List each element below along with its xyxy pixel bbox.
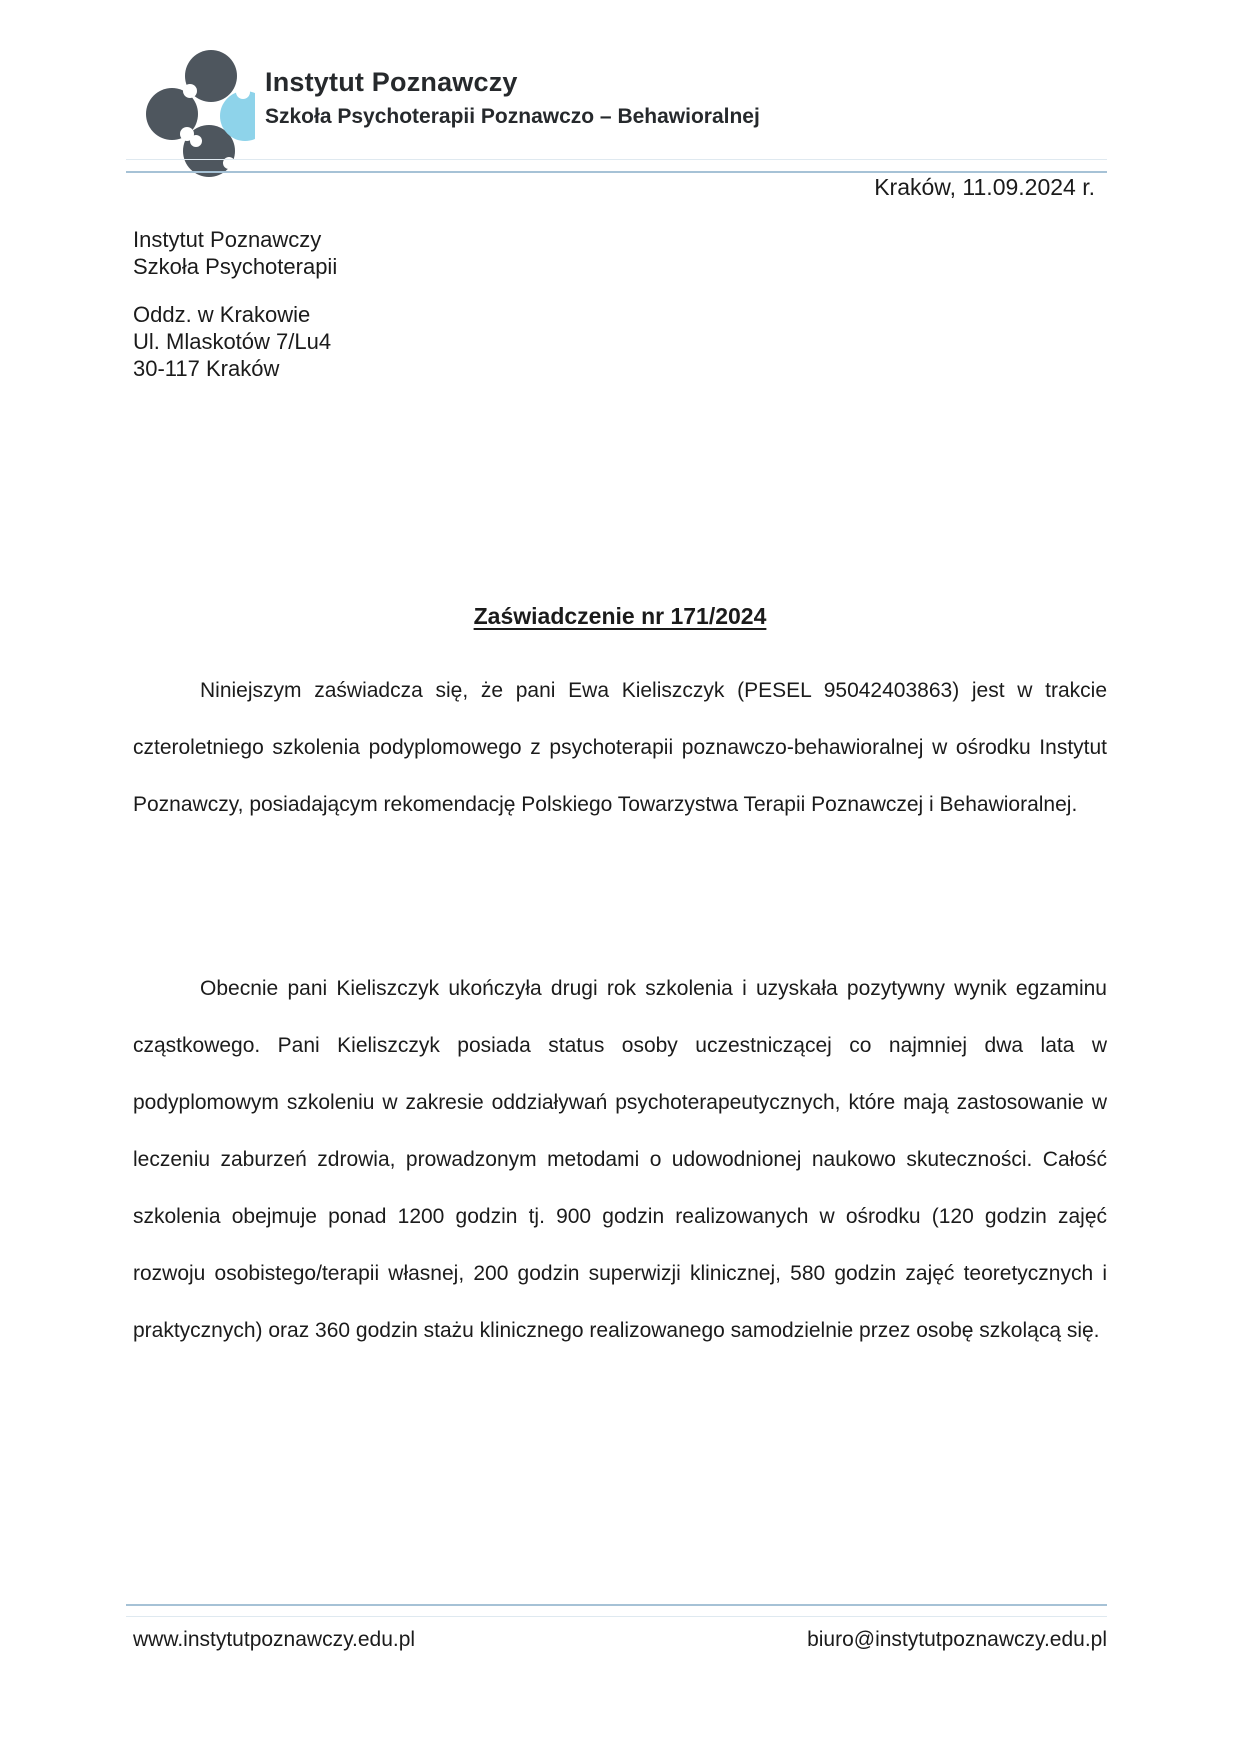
header-divider: [126, 171, 1107, 173]
institute-name: Instytut Poznawczy: [265, 67, 518, 97]
address-block: [133, 226, 337, 382]
institute-subtitle: Szkoła Psychoterapii Poznawczo – Behawioralnej: [265, 105, 760, 128]
footer-email: biuro@instytutpoznawczy.edu.pl: [807, 1628, 1107, 1651]
footer: [133, 1628, 1107, 1652]
paragraph-training-details: Obecnie pani Kieliszczyk ukończyła drugi rok szkolenia i uzyskała pozytywny wynik egzaminu cząstkowego. Pani Kieliszczyk posiada status osoby uczestniczącej co najmniej dwa lata w podyplomowym szkoleniu w zakresie oddziaływań psychoterapeutycznych, które mają zastosowanie w leczeniu zaburzeń zdrowia, prowadzonym metodami o udowodnionej naukowo skuteczności. Całość szkolenia obejmuje ponad 1200 godzin tj. 900 godzin realizowanych w ośrodku (120 godzin zajęć rozwoju osobistego/terapii własnej, 200 godzin superwizji klinicznej, 580 godzin zajęć teoretycznych i praktycznych) oraz 360 godzin stażu klinicznego realizowanego samodzielnie przez osobę szkolącą się.: [133, 977, 1107, 1342]
address-line: Ul. Mlaskotów 7/Lu4: [133, 329, 332, 354]
logo-notch: [190, 135, 202, 147]
address-line: Oddz. w Krakowie: [133, 302, 311, 327]
letterhead: [265, 66, 760, 132]
header-divider-faint: [126, 159, 1107, 160]
address-line: Szkoła Psychoterapii: [133, 254, 338, 279]
paragraph-certification: Niniejszym zaświadcza się, że pani Ewa Kieliszczyk (PESEL 95042403863) jest w trakcie czteroletniego szkolenia podyplomowego z psychoterapii poznawczo-behawioralnej w ośrodku Instytut Poznawczy, posiadającym rekomendację Polskiego Towarzystwa Terapii Poznawczej i Behawioralnej.: [133, 679, 1107, 816]
document-title: Zaświadczenie nr 171/2024: [473, 603, 767, 629]
logo-notch: [236, 85, 250, 99]
footer-divider-faint: [126, 1616, 1107, 1617]
address-line: 30-117 Kraków: [133, 356, 280, 381]
date-line: Kraków, 11.09.2024 r.: [874, 174, 1095, 200]
footer-website: www.instytutpoznawczy.edu.pl: [133, 1628, 416, 1651]
address-line: Instytut Poznawczy: [133, 227, 322, 252]
logo-notch: [183, 84, 197, 98]
footer-divider: [126, 1604, 1107, 1606]
